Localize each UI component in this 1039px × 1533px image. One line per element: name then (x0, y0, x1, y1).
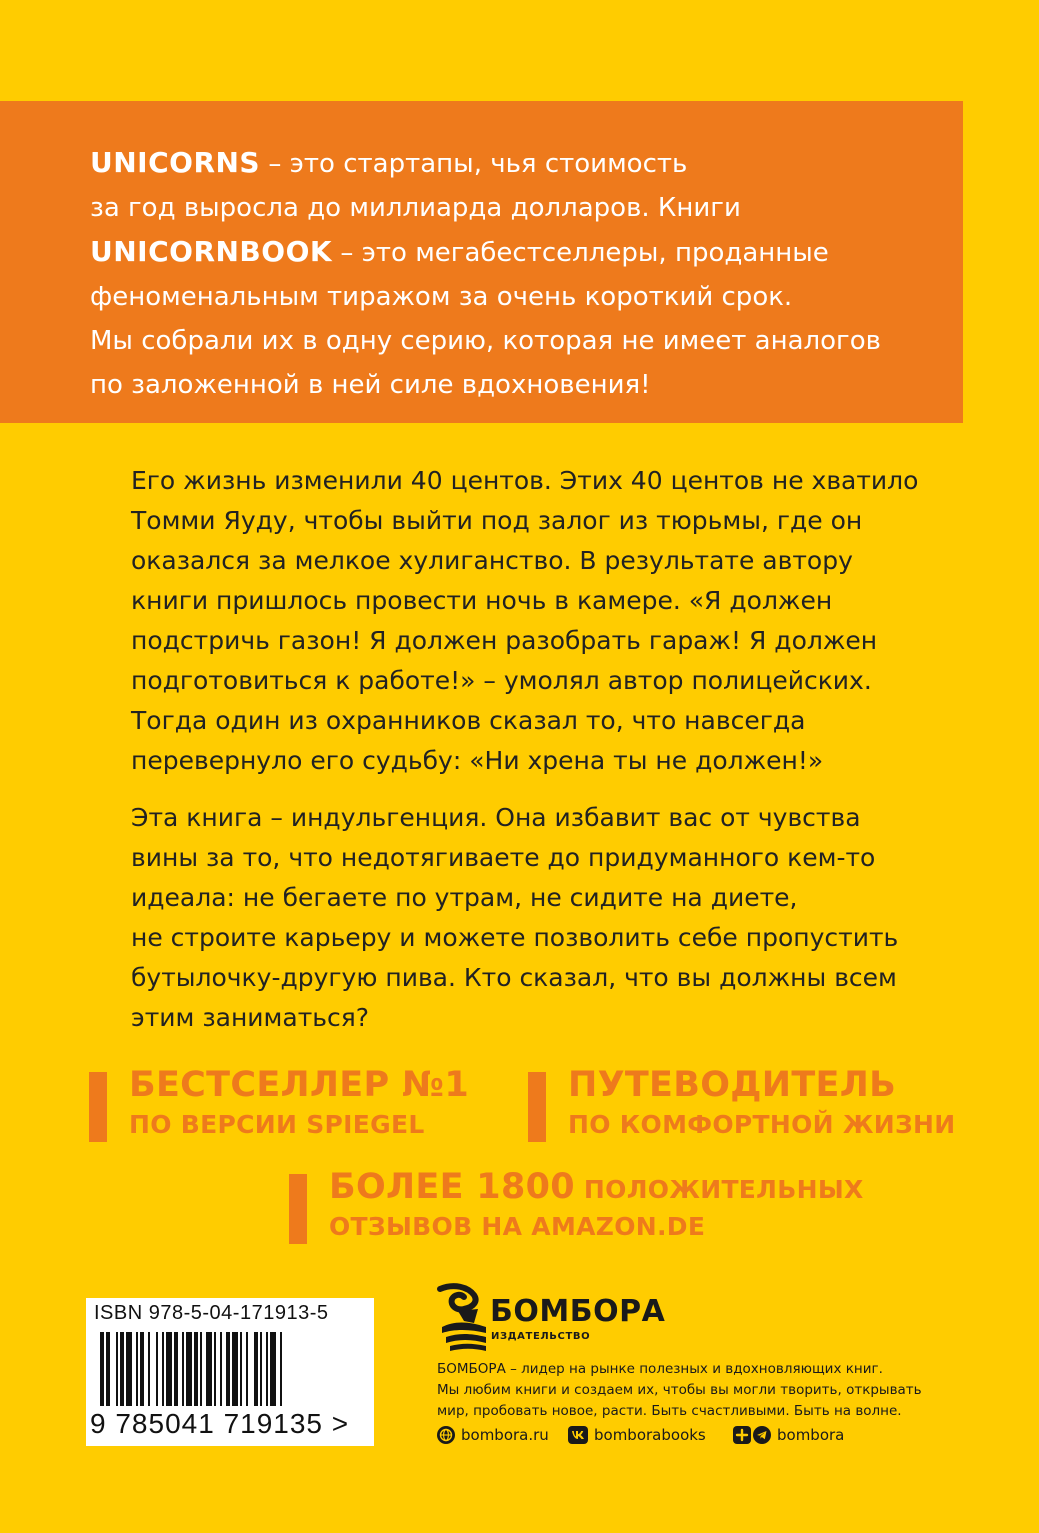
barcode-bar (232, 1332, 238, 1406)
website-label: bombora.ru (461, 1426, 549, 1444)
badge-subtitle: ПО КОМФОРТНОЙ ЖИЗНИ (568, 1110, 956, 1139)
barcode-bar (140, 1332, 144, 1406)
barcode-digits: 9 785041 719135 > (90, 1408, 350, 1439)
series-line-text: – это мегабестселлеры, проданные (332, 238, 829, 268)
barcode-bar (214, 1332, 216, 1406)
barcode-bar (148, 1332, 150, 1406)
text-line: Томми Яуду, чтобы выйти под залог из тюрьмы, где он (131, 506, 863, 535)
series-brand: UNICORNBOOK (90, 235, 333, 268)
telegram-label: bombora (777, 1426, 845, 1444)
barcode-bar (254, 1332, 258, 1406)
text-line: оказался за мелкое хулиганство. В результате автору (131, 546, 853, 575)
badge-title (329, 1166, 864, 1211)
website-link[interactable] (437, 1426, 549, 1444)
barcode-bar (260, 1332, 262, 1406)
badge-accent-bar (89, 1072, 107, 1142)
series-info-text (90, 141, 950, 407)
text-line: подготовиться к работе!» – умолял автор полицейских. (131, 666, 872, 695)
barcode-bar (100, 1332, 104, 1406)
barcode-bar (136, 1332, 138, 1406)
barcode-bar (270, 1332, 276, 1406)
text-line: вины за то, что недотягиваете до придуманного кем-то (131, 843, 876, 872)
barcode-bar (194, 1332, 198, 1406)
text-line: Тогда один из охранников сказал то, что навсегда (131, 706, 806, 735)
publisher-description (437, 1359, 1027, 1422)
badge-title-number: БОЛЕЕ 1800 (329, 1167, 575, 1207)
series-line (90, 319, 950, 363)
barcode-bar (246, 1332, 248, 1406)
barcode-bar (120, 1332, 124, 1406)
barcode-bar (240, 1332, 242, 1406)
series-line-text: Мы собрали их в одну серию, которая не имеет аналогов (90, 326, 881, 356)
series-line-text: за год выросла до миллиарда долларов. Книги (90, 193, 741, 223)
vk-label: bomborabooks (594, 1426, 706, 1444)
series-line-text: по заложенной в ней силе вдохновения! (90, 370, 651, 400)
description-paragraph-1 (131, 461, 961, 781)
barcode-bar (200, 1332, 202, 1406)
badge-title: БЕСТСЕЛЛЕР №1 (129, 1065, 469, 1105)
text-line: мир, пробовать новое, расти. Быть счастливыми. Быть на волне. (437, 1403, 902, 1419)
vk-link[interactable] (568, 1426, 706, 1444)
isbn-label: ISBN 978-5-04-171913-5 (94, 1302, 329, 1324)
barcode-bar (220, 1332, 222, 1406)
text-line: бутылочку-другую пива. Кто сказал, что вы должны всем (131, 963, 897, 992)
badge-subtitle: ПО ВЕРСИИ SPIEGEL (129, 1110, 425, 1139)
series-info-panel (0, 101, 963, 423)
barcode-bar (182, 1332, 184, 1406)
text-line: перевернуло его судьбу: «Ни хрена ты не должен!» (131, 746, 824, 775)
series-line (90, 275, 950, 319)
badge-title: ПУТЕВОДИТЕЛЬ (568, 1065, 897, 1105)
text-line: не строите карьеру и можете позволить себе пропустить (131, 923, 899, 952)
series-line-text: феноменальным тиражом за очень короткий срок. (90, 282, 793, 312)
text-line: Эта книга – индульгенция. Она избавит вас от чувства (131, 803, 861, 832)
description-paragraph-2 (131, 798, 961, 1038)
series-line-text: – это стартапы, чья стоимость (260, 149, 688, 179)
text-line: Его жизнь изменили 40 центов. Этих 40 центов не хватило (131, 466, 919, 495)
globe-icon (437, 1426, 455, 1444)
text-line: книги пришлось провести ночь в камере. «Я должен (131, 586, 833, 615)
barcode-bar (116, 1332, 118, 1406)
badge-title-suffix: ПОЛОЖИТЕЛЬНЫХ (574, 1175, 864, 1204)
series-line (90, 186, 950, 230)
badge-subtitle: ОТЗЫВОВ НА AMAZON.DE (329, 1212, 706, 1241)
text-line: подстричь газон! Я должен разобрать гараж! Я должен (131, 626, 878, 655)
barcode-bar (174, 1332, 178, 1406)
series-line (90, 141, 950, 186)
series-line (90, 363, 950, 407)
text-line: Мы любим книги и создаем их, чтобы вы могли творить, открывать (437, 1382, 922, 1398)
messenger-icon (733, 1426, 751, 1444)
series-brand: UNICORNS (90, 146, 261, 179)
barcode-bar (206, 1332, 212, 1406)
badge-accent-bar (528, 1072, 546, 1142)
barcode-bar (166, 1332, 172, 1406)
badge-accent-bar (289, 1174, 307, 1244)
barcode-bar (106, 1332, 110, 1406)
text-line: идеала: не бегаете по утрам, не сидите на диете, (131, 883, 798, 912)
barcode-bars (94, 1332, 366, 1406)
barcode-bar (266, 1332, 268, 1406)
isbn-barcode (86, 1298, 374, 1446)
barcode-bar (186, 1332, 192, 1406)
telegram-link[interactable] (733, 1426, 844, 1444)
barcode-bar (162, 1332, 164, 1406)
vk-icon (568, 1426, 588, 1444)
publisher-name: БОМБОРА (490, 1294, 666, 1329)
text-line: БОМБОРА – лидер на рынке полезных и вдохновляющих книг. (437, 1361, 883, 1377)
telegram-icon (753, 1426, 771, 1444)
barcode-bar (280, 1332, 282, 1406)
barcode-bar (156, 1332, 158, 1406)
series-line (90, 230, 950, 275)
publisher-subname: ИЗДАТЕЛЬСТВО (491, 1331, 591, 1342)
barcode-bar (226, 1332, 230, 1406)
barcode-bar (126, 1332, 132, 1406)
text-line: этим заниматься? (131, 1003, 370, 1032)
